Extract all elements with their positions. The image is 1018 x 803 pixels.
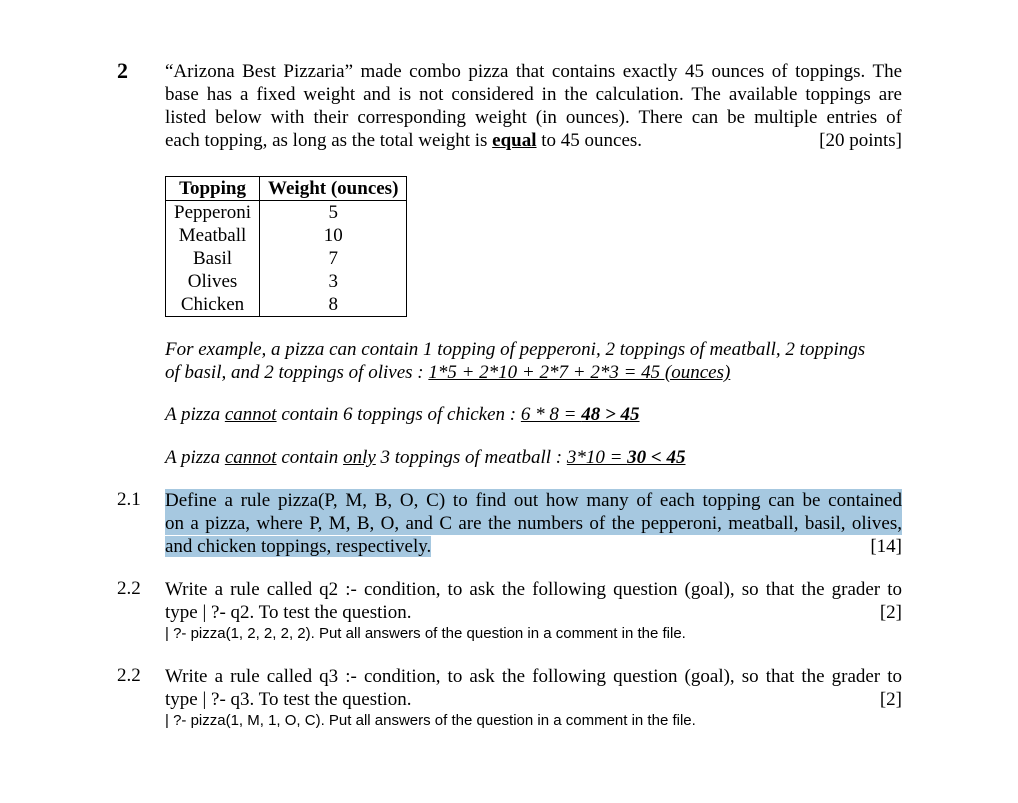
table-row	[166, 293, 407, 317]
question-text	[165, 60, 902, 152]
table-row	[166, 201, 407, 225]
table-header-row	[166, 177, 407, 201]
example-2: A pizza cannot contain 6 toppings of chicken : 6 * 8 = 48 > 45	[165, 404, 640, 425]
question-number: 2	[117, 58, 128, 83]
cell-weight: 7	[260, 247, 407, 270]
cell-topping: Basil	[166, 247, 260, 270]
question-line-4: each topping, as long as the total weight is equal to 45 ounces. [20 points]	[165, 130, 902, 151]
example-1: For example, a pizza can contain 1 topping of pepperoni, 2 toppings of meatball, 2 toppings of basil, and 2 toppings of olives : 1*5 + 2*10 + 2*7 + 2*3 = 45 (ounces)	[165, 339, 866, 383]
toppings-table	[165, 176, 407, 317]
sub-question-2-2b: Write a rule called q3 :- condition, to ask the following question (goal), so that the grader to type | ?- q3. To test the question. [2] | ?- pizza(1, M, 1, O, C). Put all answers of the question in a comment in the file.	[165, 666, 902, 729]
table-row	[166, 224, 407, 247]
cell-topping: Pepperoni	[166, 201, 260, 225]
question-line-1: “Arizona Best Pizzaria” made combo pizza that contains exactly 45 ounces of toppings. The	[165, 61, 902, 82]
cell-weight: 8	[260, 293, 407, 317]
example-3: A pizza cannot contain only 3 toppings of meatball : 3*10 = 30 < 45	[165, 447, 686, 468]
header-weight: Weight (ounces)	[260, 177, 407, 201]
sub-number-2-2b: 2.2	[117, 665, 141, 686]
question-line-3: listed below with their corresponding weight (in ounces). There can be multiple entries of	[165, 107, 902, 128]
header-topping: Topping	[166, 177, 260, 201]
cell-weight: 3	[260, 270, 407, 293]
cell-topping: Chicken	[166, 293, 260, 317]
table-row	[166, 270, 407, 293]
sub-number-2-1: 2.1	[117, 489, 141, 510]
cell-weight: 10	[260, 224, 407, 247]
sub-question-2-2a: Write a rule called q2 :- condition, to ask the following question (goal), so that the grader to type | ?- q2. To test the question. [2] | ?- pizza(1, 2, 2, 2, 2). Put all answers of the question in a comment in the file.	[165, 579, 902, 642]
question-points: [20 points]	[819, 130, 902, 151]
sub-question-2-1: Define a rule pizza(P, M, B, O, C) to find out how many of each topping can be contained on a pizza, where P, M, B, O, and C are the numbers of the pepperoni, meatball, basil, olives, and chicken toppings, respectively. [14]	[165, 490, 902, 557]
cell-topping: Olives	[166, 270, 260, 293]
cell-topping: Meatball	[166, 224, 260, 247]
sub-number-2-2a: 2.2	[117, 578, 141, 599]
table-row	[166, 247, 407, 270]
question-line-2: base has a fixed weight and is not considered in the calculation. The available toppings are	[165, 84, 902, 105]
emphasis-equal: equal	[492, 130, 537, 151]
cell-weight: 5	[260, 201, 407, 225]
